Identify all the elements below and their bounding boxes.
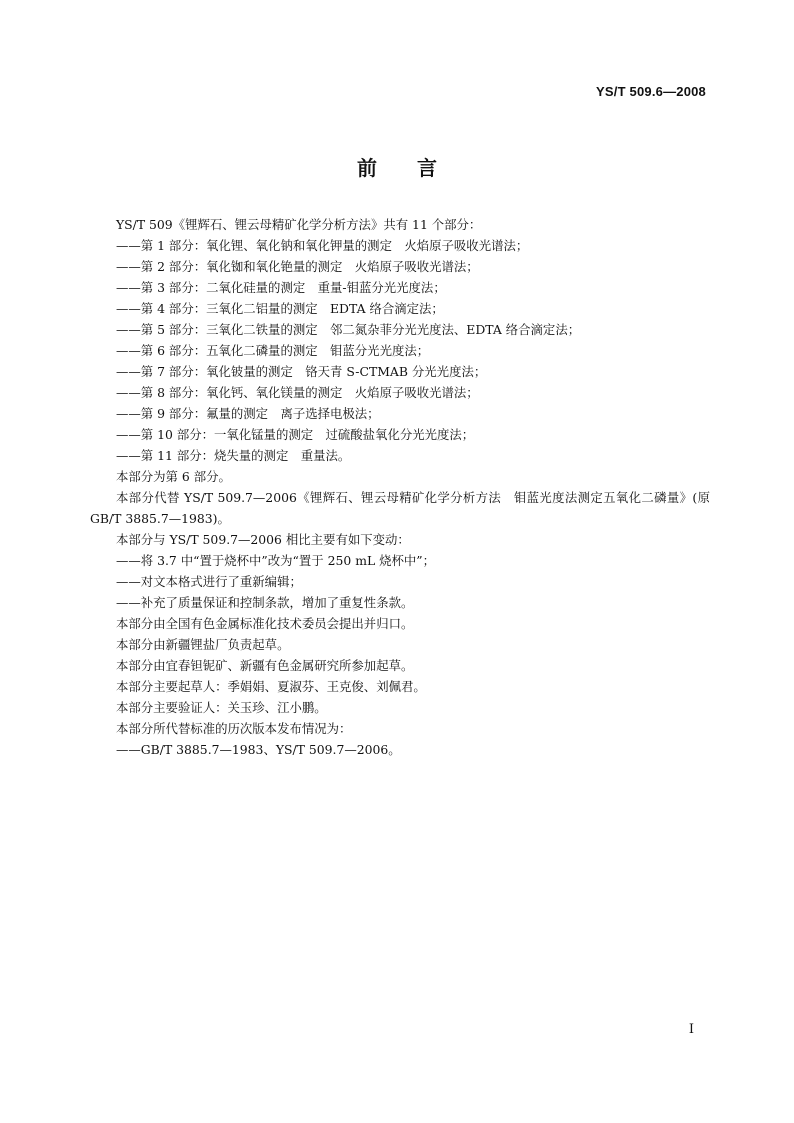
paragraph: 本部分为第 6 部分。 (116, 469, 231, 484)
list-item: ——第 6 部分：五氧化二磷量的测定 钼蓝分光光度法； (116, 343, 430, 358)
list-item: ——GB/T 3885.7—1983、YS/T 509.7—2006。 (116, 742, 401, 757)
paragraph: 本部分所代替标准的历次版本发布情况为： (116, 721, 352, 736)
list-item: ——第 8 部分：氧化钙、氧化镁量的测定 火焰原子吸收光谱法； (116, 385, 479, 400)
paragraph: 本部分由全国有色金属标准化技术委员会提出并归口。 (116, 616, 414, 631)
paragraph: 本部分由新疆锂盐厂负责起草。 (116, 637, 290, 652)
list-item: ——将 3.7 中“置于烧杯中”改为“置于 250 mL 烧杯中”； (116, 553, 436, 568)
list-item: ——第 4 部分：三氧化二铝量的测定 EDTA 络合滴定法； (116, 301, 444, 316)
list-item: ——第 10 部分：一氧化锰量的测定 过硫酸盐氧化分光光度法； (116, 427, 475, 442)
list-item: ——对文本格式进行了重新编辑； (116, 574, 302, 589)
paragraph: 本部分由宜春钽铌矿、新疆有色金属研究所参加起草。 (116, 658, 414, 673)
list-item: ——补充了质量保证和控制条款，增加了重复性条款。 (116, 595, 414, 610)
paragraph: 本部分代替 YS/T 509.7—2006《锂辉石、锂云母精矿化学分析方法 钼蓝光度法测定五氧化二磷量》(原 GB/T 3885.7—1983)。 (90, 490, 710, 526)
paragraph: 本部分主要起草人：季娟娟、夏淑芬、王克俊、刘佩君。 (116, 679, 426, 694)
list-item: ——第 11 部分：烧失量的测定 重量法。 (116, 448, 351, 463)
list-item: ——第 7 部分：氧化铍量的测定 铬天青 S-CTMAB 分光光度法； (116, 364, 487, 379)
list-item: ——第 5 部分：三氧化二铁量的测定 邻二氮杂菲分光光度法、EDTA 络合滴定法； (116, 322, 581, 337)
paragraph: 本部分与 YS/T 509.7—2006 相比主要有如下变动： (116, 532, 410, 547)
paragraph: 本部分主要验证人：关玉珍、江小鹏。 (116, 700, 327, 715)
page-title: 前言 (357, 156, 477, 180)
foreword-body (90, 214, 710, 760)
paragraph: YS/T 509《锂辉石、锂云母精矿化学分析方法》共有 11 个部分： (116, 217, 482, 232)
standard-code: YS/T 509.6—2008 (596, 84, 706, 99)
list-item: ——第 1 部分：氧化锂、氧化钠和氧化钾量的测定 火焰原子吸收光谱法； (116, 238, 529, 253)
page-number: I (688, 1022, 694, 1037)
list-item: ——第 2 部分：氧化铷和氧化铯量的测定 火焰原子吸收光谱法； (116, 259, 479, 274)
list-item: ——第 9 部分：氟量的测定 离子选择电极法； (116, 406, 380, 421)
list-item: ——第 3 部分：二氧化硅量的测定 重量-钼蓝分光光度法； (116, 280, 446, 295)
